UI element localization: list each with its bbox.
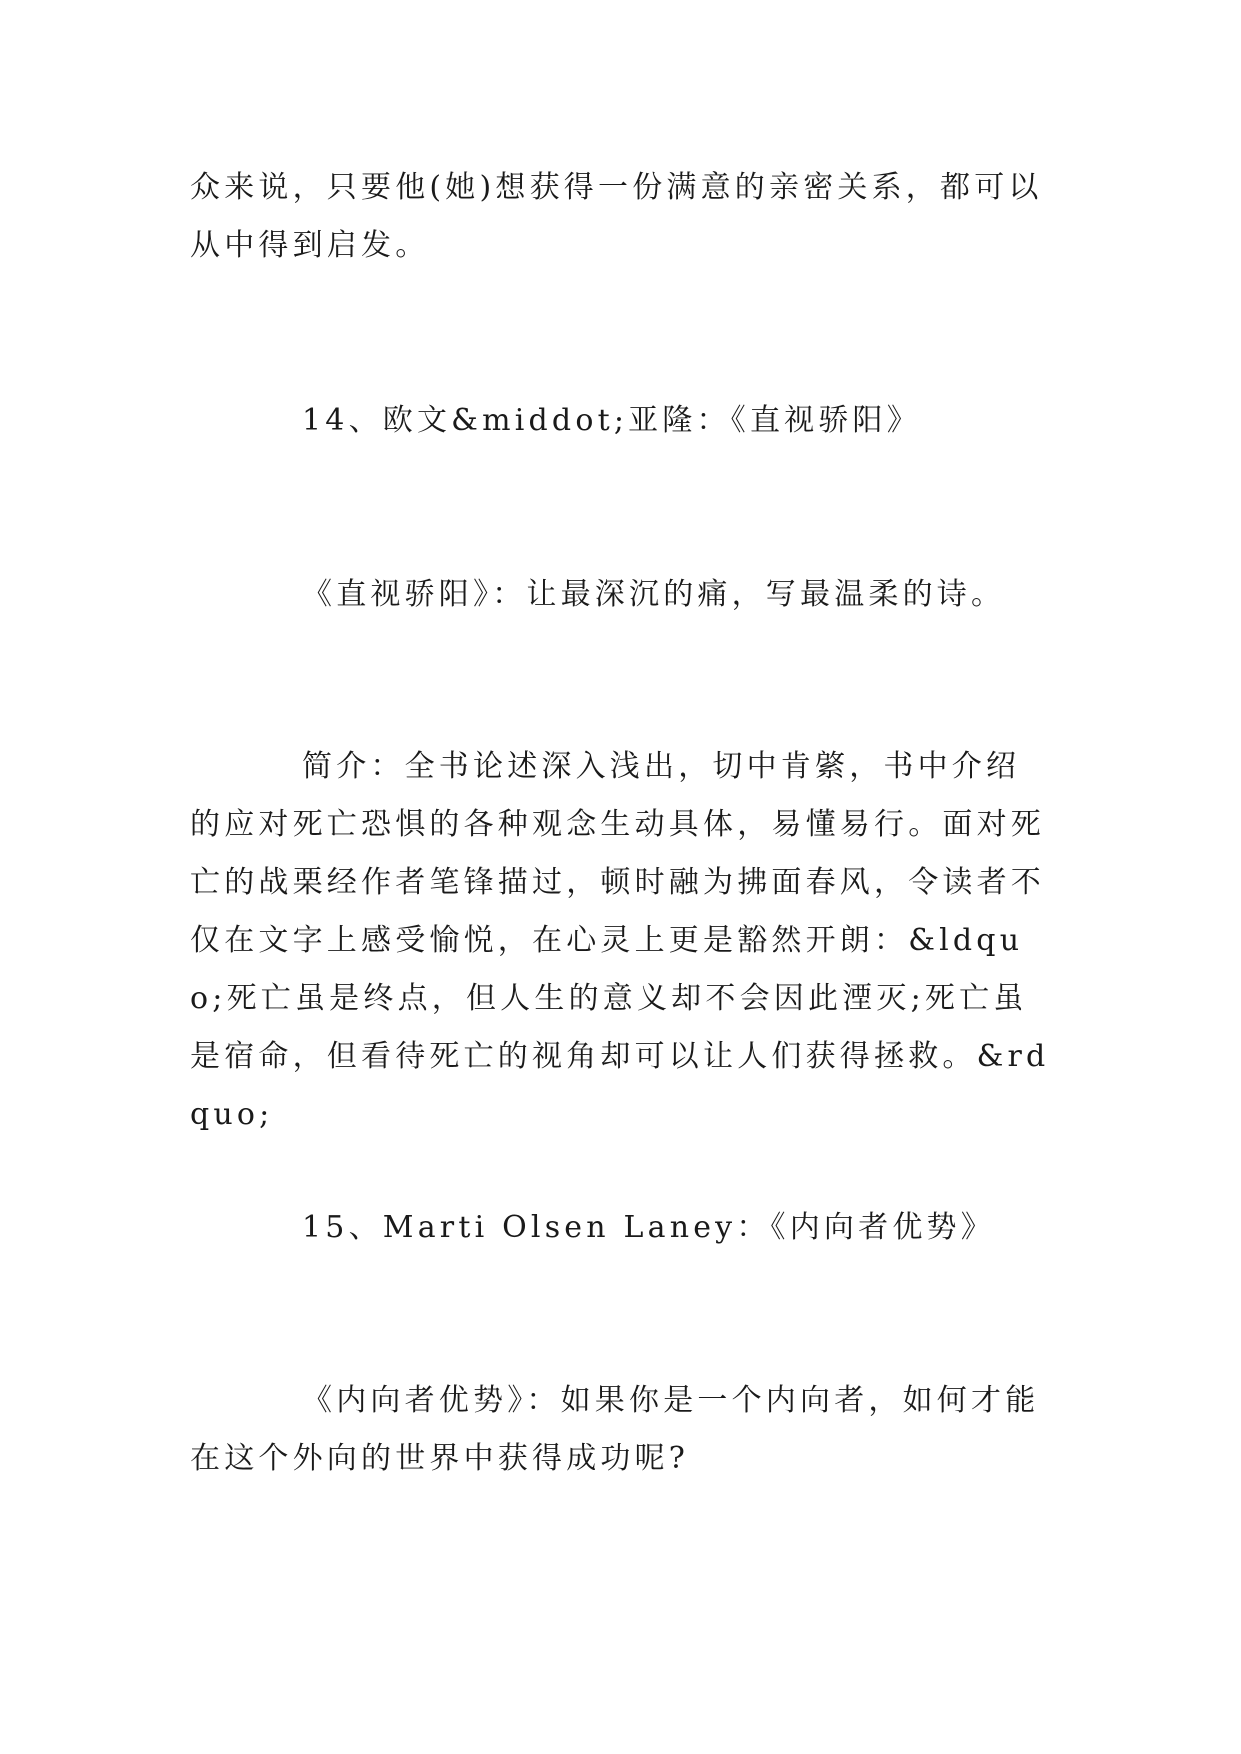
heading-item-14: 14、欧文&middot;亚隆：《直视骄阳》 — [302, 403, 921, 438]
paragraph-tagline-14: 《直视骄阳》：让最深沉的痛，写最温柔的诗。 — [302, 577, 1006, 612]
heading-item-15: 15、Marti Olsen Laney：《内向者优势》 — [302, 1210, 995, 1245]
paragraph-continuation: 众来说，只要他(她)想获得一份满意的亲密关系，都可以从中得到启发。 — [190, 170, 1043, 263]
paragraph-tagline-15: 《内向者优势》：如果你是一个内向者，如何才能在这个外向的世界中获得成功呢? — [190, 1383, 1040, 1476]
paragraph-summary-14: 简介：全书论述深入浅出，切中肯綮，书中介绍的应对死亡恐惧的各种观念生动具体，易懂易行。面对死亡的战栗经作者笔锋描过，顿时融为拂面春风，令读者不仅在文字上感受愉悦，在心灵上更是豁然开朗：&ldquo;死亡虽是终点，但人生的意义却不会因此湮灭;死亡虽是宿命，但看待死亡的视角却可以让人们获得拯救。&rdquo; — [190, 749, 1050, 1132]
